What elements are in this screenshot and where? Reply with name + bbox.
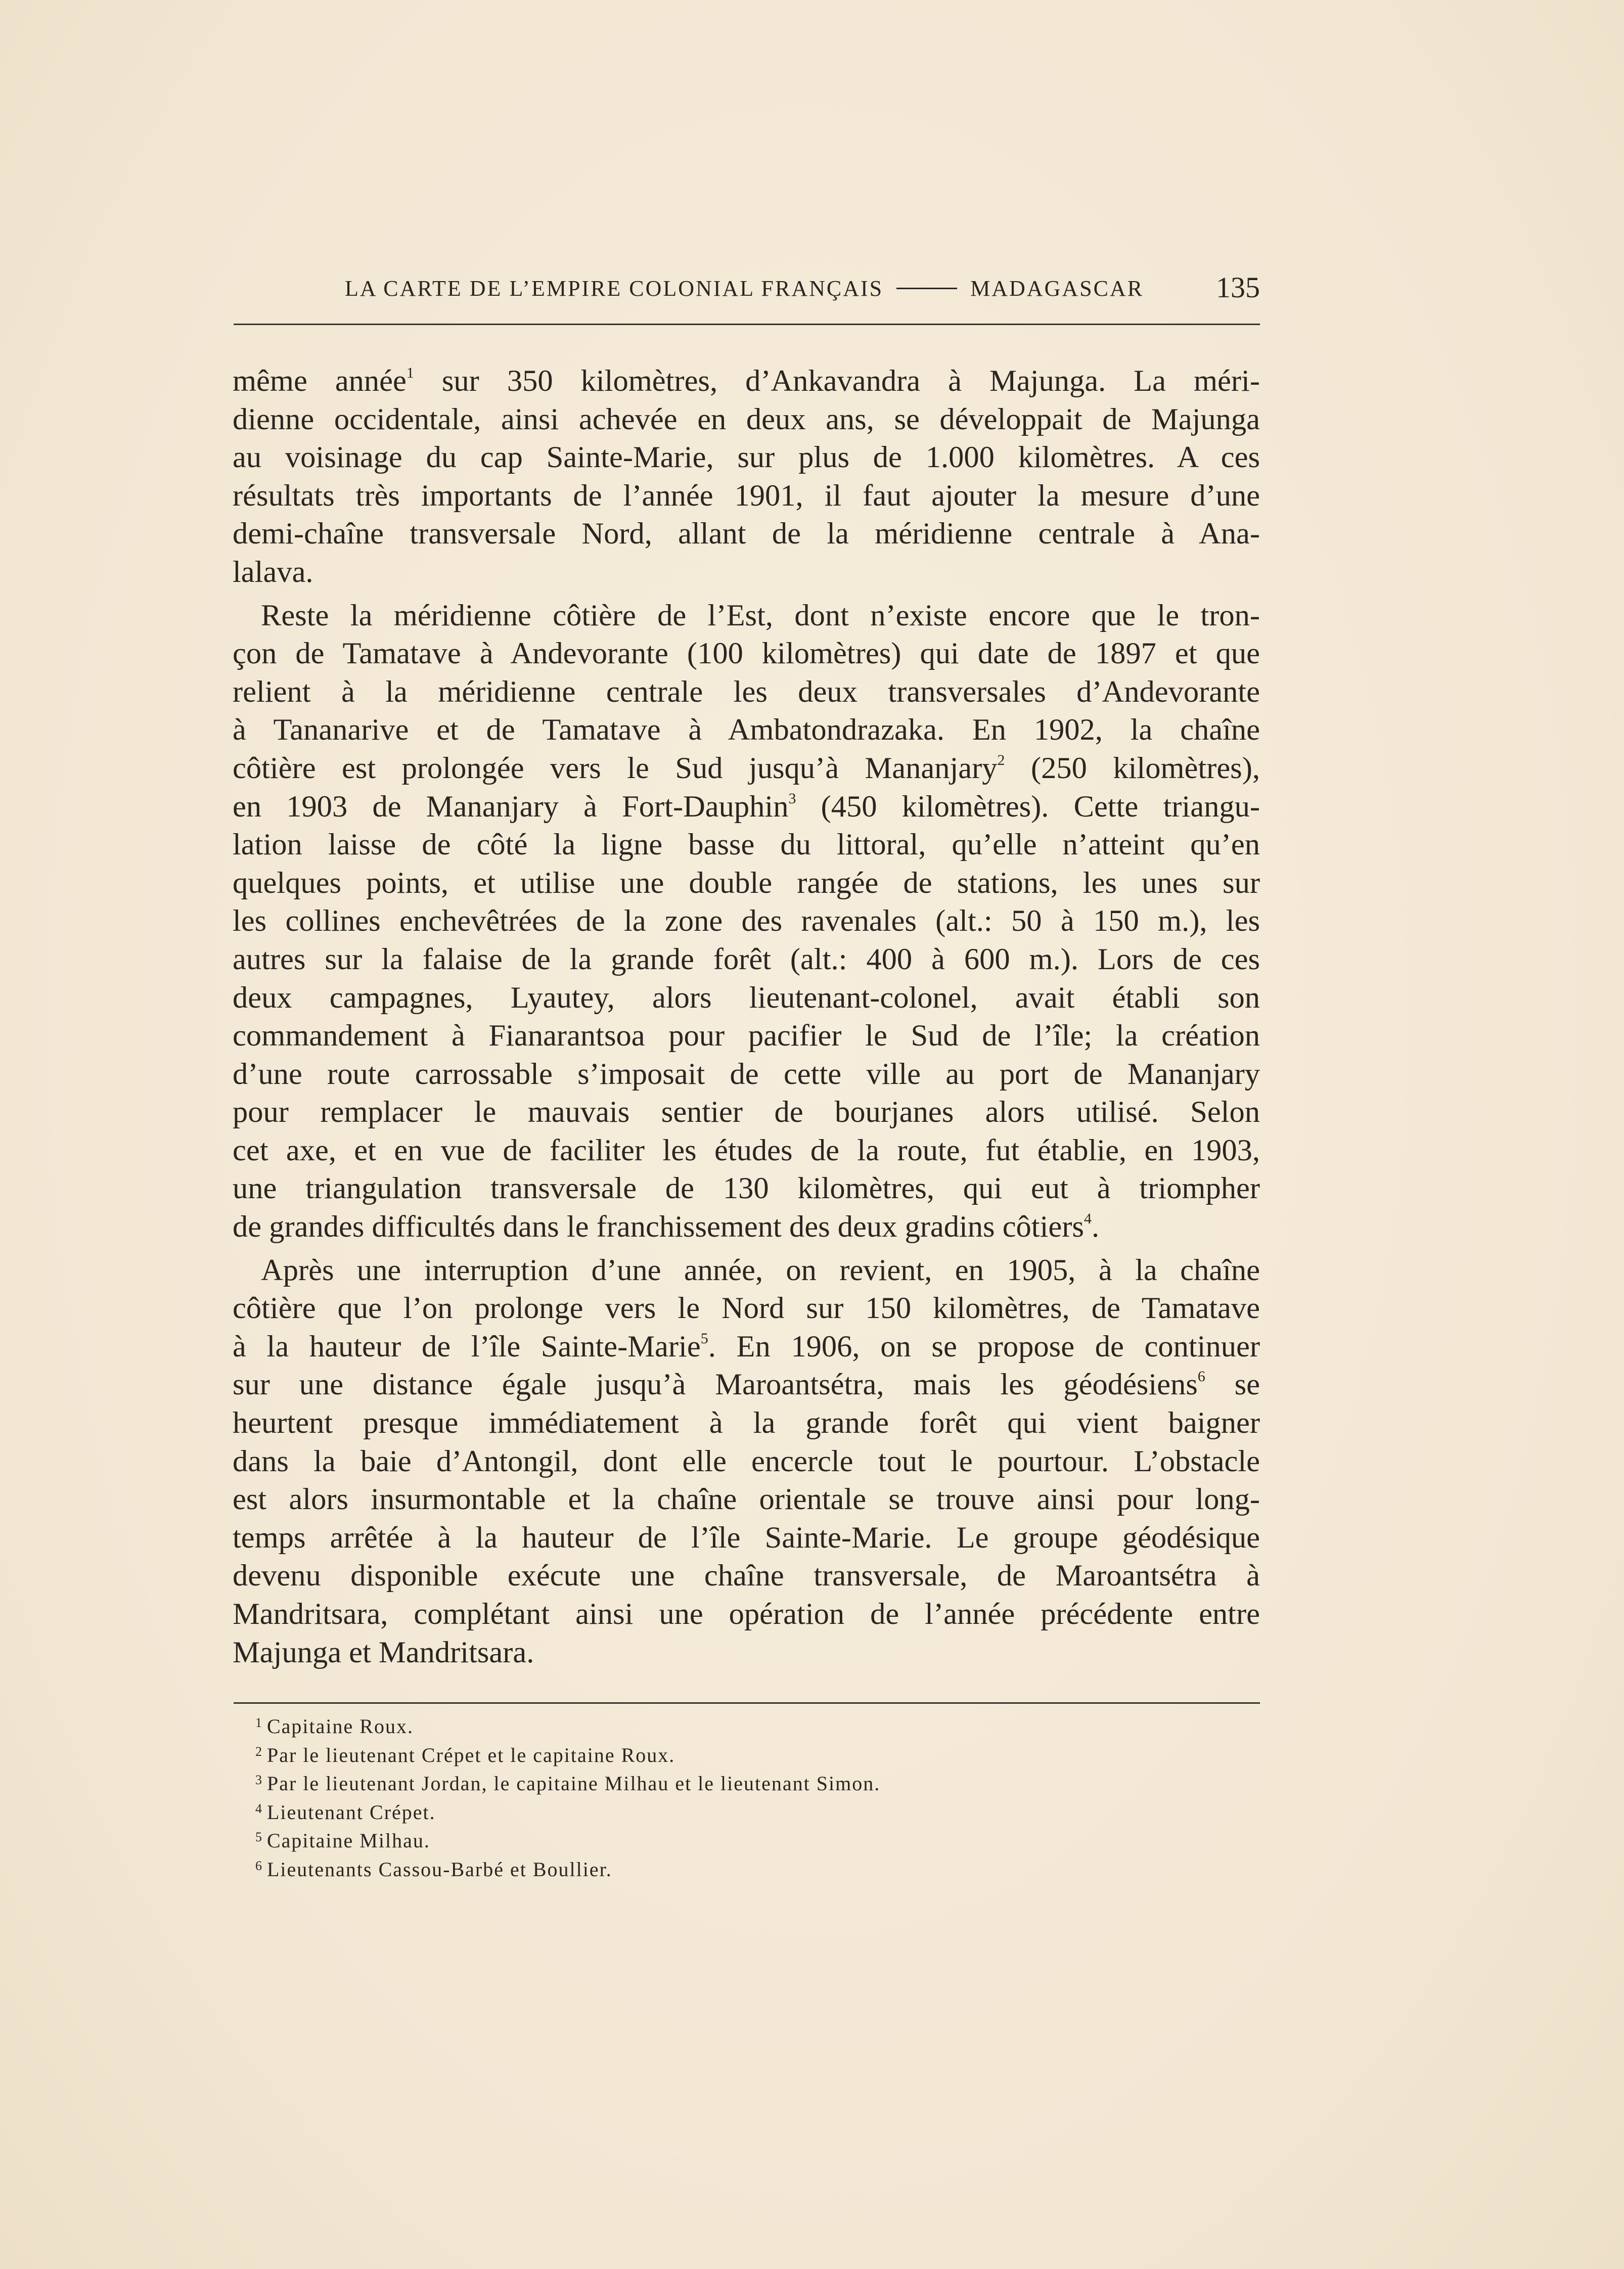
text-run: à Tananarive et de Tamatave à Ambatondrazaka. En 1902, la chaîne [233, 713, 1260, 747]
text-line [233, 1366, 1260, 1404]
footnote-mark: 2 [255, 1744, 262, 1759]
text-run: d’une route carrossable s’imposait de cette ville au port de Mananjary [233, 1057, 1260, 1091]
text-run: lalava. [233, 555, 313, 589]
text-line [233, 1289, 1260, 1328]
footnote-text: Lieutenant Crépet. [267, 1800, 436, 1824]
text-run: cet axe, et en vue de faciliter les études de la route, fut établie, en 1903, [233, 1133, 1260, 1167]
text-run: les collines enchevêtrées de la zone des ravenales (alt.: 50 à 150 m.), les [233, 904, 1260, 938]
text-run: autres sur la falaise de la grande forêt (alt.: 400 à 600 m.). Lors de ces [233, 942, 1260, 976]
text-line [233, 1131, 1260, 1170]
text-run: à la hauteur de l’île Sainte-Marie [233, 1329, 701, 1364]
footnote [255, 1853, 1216, 1882]
text-line [233, 1480, 1260, 1519]
text-line [233, 1557, 1260, 1595]
text-run: pour remplacer le mauvais sentier de bourjanes alors utilisé. Selon [233, 1095, 1260, 1129]
text-run: Mandritsara, complétant ainsi une opération de l’année précédente entre [233, 1597, 1260, 1631]
text-run: sur une distance égale jusqu’à Maroantsétra, mais les géodésiens [233, 1368, 1198, 1402]
text-line [233, 711, 1260, 749]
text-run: heurtent presque immédiatement à la grande forêt qui vient baigner [233, 1406, 1260, 1440]
footnote-ref: 4 [1084, 1210, 1092, 1228]
paragraph [233, 597, 1260, 1246]
footnote-ref: 1 [406, 365, 414, 381]
text-run: de grandes difficultés dans le franchissement des deux gradins côtiers [233, 1210, 1084, 1244]
text-line [233, 979, 1260, 1017]
text-run: . En 1906, on se propose de continuer [708, 1329, 1260, 1364]
text-run: temps arrêtée à la hauteur de l’île Sainte-Marie. Le groupe géodésique [233, 1520, 1260, 1555]
text-run: Reste la méridienne côtière de l’Est, dont n’existe encore que le tron- [261, 598, 1260, 632]
text-run: côtière est prolongée vers le Sud jusqu’à Mananjary [233, 751, 998, 785]
text-run: . [1091, 1210, 1100, 1244]
text-run: est alors insurmontable et la chaîne orientale se trouve ainsi pour long- [233, 1482, 1260, 1517]
footnote-mark: 6 [255, 1858, 262, 1873]
text-run: côtière que l’on prolonge vers le Nord sur 150 kilomètres, de Tamatave [233, 1291, 1260, 1326]
text-run: au voisinage du cap Sainte-Marie, sur plus de 1.000 kilomètres. A ces [233, 440, 1260, 475]
text-run: çon de Tamatave à Andevorante (100 kilomètres) qui date de 1897 et que [233, 637, 1260, 671]
text-run: une triangulation transversale de 130 kilomètres, qui eut à triompher [233, 1171, 1260, 1206]
text-run: se [1234, 1368, 1260, 1402]
text-line [233, 1017, 1260, 1055]
footnote [255, 1825, 1216, 1853]
text-line [233, 1093, 1260, 1131]
text-run: en 1903 de Mananjary à Fort-Dauphin [233, 789, 789, 824]
title-dash [896, 288, 957, 289]
text-line [233, 1442, 1260, 1481]
footnote [255, 1739, 1216, 1768]
footnote-mark: 4 [255, 1801, 262, 1816]
footnote [255, 1710, 1216, 1739]
footnote-ref: 5 [700, 1330, 708, 1347]
text-line [233, 826, 1260, 864]
footnote-rule [234, 1702, 1260, 1704]
text-run: dienne occidentale, ainsi achevée en deux ans, se développait de Majunga [233, 402, 1260, 436]
text-line [233, 1208, 1260, 1246]
footnote-text: Capitaine Roux. [267, 1715, 414, 1738]
footnotes [255, 1710, 1216, 1882]
text-run: quelques points, et utilise une double rangée de stations, les unes sur [233, 866, 1260, 900]
text-line [233, 902, 1260, 940]
text-run: demi-chaîne transversale Nord, allant de la méridienne centrale à Ana- [233, 517, 1260, 551]
text-line [233, 438, 1260, 477]
text-line [233, 1251, 1260, 1290]
text-line [233, 673, 1260, 711]
text-run: deux campagnes, Lyautey, alors lieutenant-colonel, avait établi son [233, 980, 1260, 1015]
text-line [233, 1328, 1260, 1366]
text-run: (450 kilomètres). Cette triangu- [821, 789, 1260, 824]
text-line [233, 864, 1260, 902]
paragraph [233, 1251, 1260, 1672]
footnote-ref: 6 [1197, 1368, 1205, 1385]
text-line [233, 1055, 1260, 1094]
footnote-mark: 1 [255, 1715, 262, 1730]
footnote-text: Par le lieutenant Crépet et le capitaine Roux. [267, 1743, 675, 1766]
text-run: Après une interruption d’une année, on revient, en 1905, à la chaîne [261, 1253, 1260, 1287]
text-line [233, 1169, 1260, 1208]
footnote-ref: 3 [788, 790, 796, 807]
footnote [255, 1767, 1216, 1796]
text-line [233, 400, 1260, 439]
text-line [233, 477, 1260, 515]
text-run: devenu disponible exécute une chaîne transversale, de Maroantsétra à [233, 1559, 1260, 1593]
text-line [233, 1404, 1260, 1442]
running-title-right: MADAGASCAR [970, 276, 1144, 301]
text-run: résultats très importants de l’année 1901, il faut ajouter la mesure d’une [233, 478, 1260, 513]
text-line [233, 515, 1260, 553]
text-line [233, 788, 1260, 826]
text-run: relient à la méridienne centrale les deux transversales d’Andevorante [233, 674, 1260, 709]
running-title-left: LA CARTE DE L’EMPIRE COLONIAL FRANÇAIS [345, 276, 884, 301]
footnote-ref: 2 [997, 751, 1005, 768]
text-line [233, 940, 1260, 979]
text-line [233, 749, 1260, 788]
header-rule [234, 324, 1260, 325]
text-line [233, 597, 1260, 635]
footnote-text: Capitaine Milhau. [267, 1829, 430, 1852]
paragraph [233, 362, 1260, 592]
text-run: (250 kilomètres), [1031, 751, 1260, 785]
page-header [234, 270, 1260, 311]
text-line [233, 362, 1260, 400]
footnote-mark: 5 [255, 1830, 262, 1845]
text-line [233, 1519, 1260, 1557]
text-line [233, 553, 1260, 592]
text-run: commandement à Fianarantsoa pour pacifier le Sud de l’île; la création [233, 1019, 1260, 1053]
running-title [345, 276, 1144, 301]
text-line [233, 1633, 1260, 1672]
page-number: 135 [1216, 271, 1260, 304]
text-run: lation laisse de côté la ligne basse du littoral, qu’elle n’atteint qu’en [233, 828, 1260, 862]
text-run: dans la baie d’Antongil, dont elle encercle tout le pourtour. L’obstacle [233, 1444, 1260, 1478]
text-run: même année [233, 364, 407, 398]
text-line [233, 1595, 1260, 1633]
footnote [255, 1796, 1216, 1825]
text-run: sur 350 kilomètres, d’Ankavandra à Majunga. La méri- [441, 364, 1260, 398]
footnote-text: Par le lieutenant Jordan, le capitaine Milhau et le lieutenant Simon. [267, 1772, 881, 1795]
footnote-text: Lieutenants Cassou-Barbé et Boullier. [267, 1857, 612, 1881]
footnote-mark: 3 [255, 1773, 262, 1788]
text-line [233, 634, 1260, 673]
text-run: Majunga et Mandritsara. [233, 1635, 534, 1669]
body-text [233, 362, 1260, 1671]
